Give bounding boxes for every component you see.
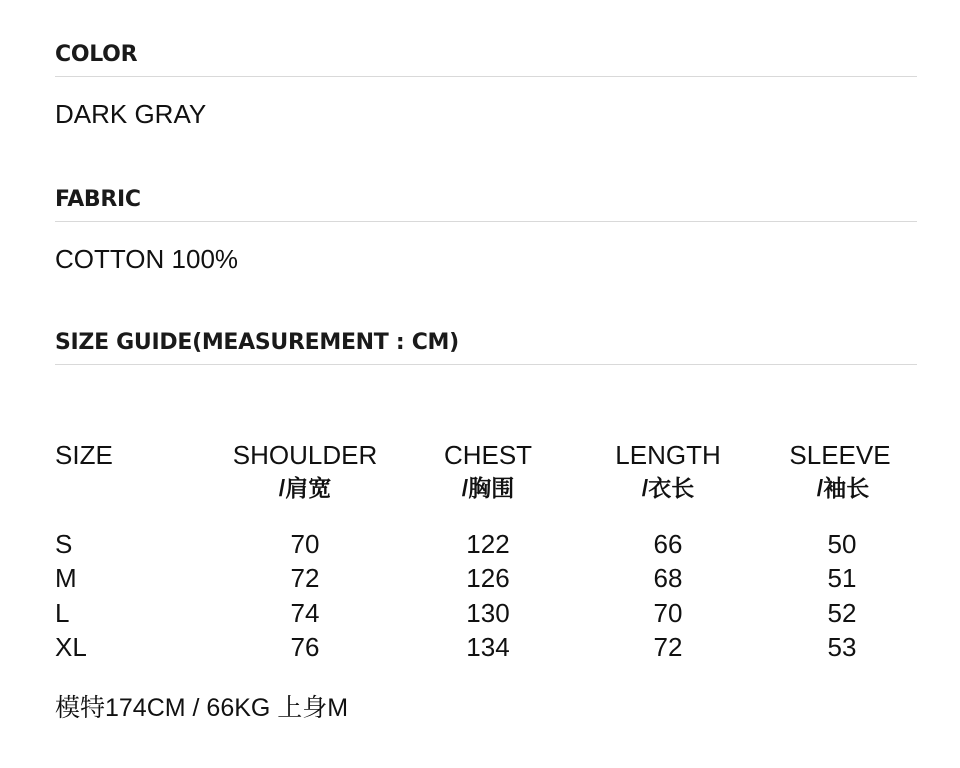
column-header-length: LENGTH <box>615 440 721 470</box>
table-cell-chest: 122 <box>466 529 510 559</box>
size-guide-divider <box>55 364 917 365</box>
table-cell-sleeve: 50 <box>827 529 857 559</box>
column-subheader-sleeve: /袖长 <box>816 475 870 501</box>
column-subheader-chest: /胸围 <box>461 475 515 501</box>
fabric-heading: FABRIC <box>55 187 141 212</box>
column-header-shoulder: SHOULDER <box>232 440 378 470</box>
fabric-divider <box>55 221 917 222</box>
column-header-sleeve: SLEEVE <box>789 440 891 470</box>
color-divider <box>55 76 917 77</box>
table-cell-length: 72 <box>653 632 683 662</box>
table-cell-shoulder: 70 <box>290 529 320 559</box>
table-cell-sleeve: 51 <box>827 563 857 593</box>
table-cell-chest: 134 <box>466 632 510 662</box>
table-cell-length: 68 <box>653 563 683 593</box>
fabric-value: COTTON 100% <box>55 244 239 274</box>
table-cell-size: S <box>55 529 73 559</box>
table-cell-shoulder: 74 <box>290 598 320 628</box>
table-cell-size: XL <box>55 632 87 662</box>
table-cell-length: 70 <box>653 598 683 628</box>
table-cell-sleeve: 52 <box>827 598 857 628</box>
model-note: 模特174CM / 66KG 上身M <box>55 694 349 722</box>
table-cell-shoulder: 72 <box>290 563 320 593</box>
table-cell-shoulder: 76 <box>290 632 320 662</box>
color-value: DARK GRAY <box>55 99 207 129</box>
table-cell-chest: 130 <box>466 598 510 628</box>
column-subheader-length: /衣长 <box>641 475 695 501</box>
column-header-size: SIZE <box>55 440 113 470</box>
color-heading: COLOR <box>55 42 138 67</box>
table-cell-chest: 126 <box>466 563 510 593</box>
table-cell-length: 66 <box>653 529 683 559</box>
table-cell-size: L <box>55 598 70 628</box>
table-cell-size: M <box>55 563 77 593</box>
size-guide-heading: SIZE GUIDE(MEASUREMENT : CM) <box>55 330 459 355</box>
column-header-chest: CHEST <box>443 440 533 470</box>
table-cell-sleeve: 53 <box>827 632 857 662</box>
column-subheader-shoulder: /肩宽 <box>278 475 332 501</box>
